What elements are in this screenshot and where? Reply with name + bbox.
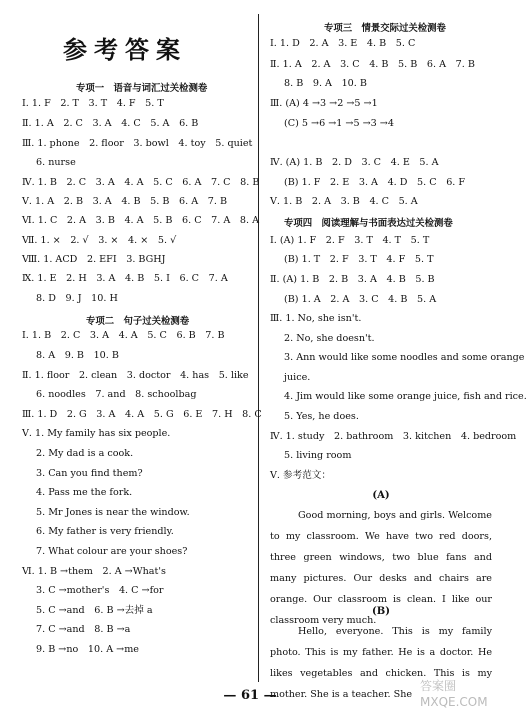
answer-line: Ⅰ. (A) 1. F 2. F 3. T 4. T 5. T <box>270 235 430 246</box>
answer-line: 3. Ann would like some noodles and some orange <box>284 352 525 363</box>
answer-line: Ⅰ. 1. F 2. T 3. T 4. F 5. T <box>22 98 164 109</box>
page-title: 参考答案 <box>63 36 187 64</box>
answer-line: 4. Jim would like some orange juice, fish and rice. <box>284 391 527 402</box>
answer-line: Ⅷ. 1. ACD 2. EFI 3. BGHJ <box>22 254 166 265</box>
answer-line: Ⅴ. 1. A 2. B 3. A 4. B 5. B 6. A 7. B <box>22 196 227 207</box>
answer-line: Ⅱ. (A) 1. B 2. B 3. A 4. B 5. B <box>270 274 435 285</box>
watermark-logo: 答案圈 MXQE.COM <box>420 679 488 709</box>
answer-line: juice. <box>284 372 311 383</box>
answer-line: Ⅱ. 1. A 2. A 3. C 4. B 5. B 6. A 7. B <box>270 59 475 70</box>
answer-line: (B) 1. F 2. E 3. A 4. D 5. C 6. F <box>284 177 466 188</box>
answer-line: 2. No, she doesn't. <box>284 333 375 344</box>
answer-line: 8. A 9. B 10. B <box>36 350 119 361</box>
answer-line: 6. noodles 7. and 8. schoolbag <box>36 389 197 400</box>
answer-line: Ⅵ. 1. B →them 2. A →What's <box>22 566 166 577</box>
answer-line: Ⅱ. 1. floor 2. clean 3. doctor 4. has 5. like <box>22 370 249 381</box>
answer-line: Ⅴ. 参考范文： <box>270 470 331 481</box>
answer-line: Ⅵ. 1. C 2. A 3. B 4. A 5. B 6. C 7. A 8. A <box>22 215 260 226</box>
answer-line: Ⅰ. 1. D 2. A 3. E 4. B 5. C <box>270 38 416 49</box>
answer-line: Ⅰ. 1. B 2. C 3. A 4. A 5. C 6. B 7. B <box>22 330 225 341</box>
answer-line: 7. What colour are your shoes? <box>36 546 188 557</box>
answer-line: Ⅳ. 1. B 2. C 3. A 4. A 5. C 6. A 7. C 8. B <box>22 177 260 188</box>
answer-line: Ⅸ. 1. E 2. H 3. A 4. B 5. I 6. C 7. A <box>22 273 228 284</box>
essay-a-label: (A) <box>372 490 390 501</box>
answer-line: Ⅲ. 1. No, she isn't. <box>270 313 362 324</box>
answer-line: Ⅴ. 1. My family has six people. <box>22 428 171 439</box>
answer-line: 8. B 9. A 10. B <box>284 78 367 89</box>
answer-line: (B) 1. T 2. F 3. T 4. F 5. T <box>284 254 434 265</box>
answer-line: 7. C →and 8. B →a <box>36 624 131 635</box>
section2-heading: 专项二 句子过关检测卷 <box>86 316 190 327</box>
answer-line: 3. Can you find them? <box>36 468 143 479</box>
answer-line: Ⅳ. (A) 1. B 2. D 3. C 4. E 5. A <box>270 157 439 168</box>
column-divider <box>258 14 259 682</box>
answer-line: Ⅲ. 1. D 2. G 3. A 4. A 5. G 6. E 7. H 8. C <box>22 409 262 420</box>
answer-line: Ⅲ. (A) 4 →3 →2 →5 →1 <box>270 98 378 109</box>
answer-line: 6. My father is very friendly. <box>36 526 174 537</box>
answer-line: 9. B →no 10. A →me <box>36 644 139 655</box>
answer-line: 5. Yes, he does. <box>284 411 359 422</box>
answer-line: (C) 5 →6 →1 →5 →3 →4 <box>284 118 394 129</box>
answer-line: Ⅱ. 1. A 2. C 3. A 4. C 5. A 6. B <box>22 118 199 129</box>
answer-line: 4. Pass me the fork. <box>36 487 133 498</box>
essay-a-text: Good morning, boys and girls. Welcome to my classroom. We have two red doors, three green windows, two blue fans and many pictures. Our desks and chairs are orange. Our classroom is clean. I like our classroom very much. <box>270 510 492 626</box>
answer-line: 6. nurse <box>36 157 76 168</box>
answer-line: Ⅳ. 1. study 2. bathroom 3. kitchen 4. bedroom <box>270 431 517 442</box>
essay-b-label: (B) <box>372 606 390 617</box>
answer-line: Ⅴ. 1. B 2. A 3. B 4. C 5. A <box>270 196 418 207</box>
section4-heading: 专项四 阅读理解与书面表达过关检测卷 <box>284 218 453 229</box>
section1-heading: 专项一 语音与词汇过关检测卷 <box>76 83 208 94</box>
answer-line: 5. C →and 6. B →去掉 a <box>36 605 153 616</box>
answer-line: (B) 1. A 2. A 3. C 4. B 5. A <box>284 294 437 305</box>
section3-heading: 专项三 情景交际过关检测卷 <box>324 23 446 34</box>
answer-line: Ⅲ. 1. phone 2. floor 3. bowl 4. toy 5. quiet <box>22 138 253 149</box>
answer-line: Ⅶ. 1. × 2. √ 3. × 4. × 5. √ <box>22 235 177 246</box>
page-number: — 61 — <box>223 688 277 703</box>
essay-b-text: Hello, everyone. This is my family photo. This is my father. He is a doctor. He likes vegetables and chicken. This is my mother. She is a teacher. She <box>270 626 492 700</box>
answer-line: 5. Mr Jones is near the window. <box>36 507 190 518</box>
answer-line: 8. D 9. J 10. H <box>36 293 118 304</box>
answer-line: 5. living room <box>284 450 352 461</box>
answer-line: 3. C →mother's 4. C →for <box>36 585 164 596</box>
answer-line: 2. My dad is a cook. <box>36 448 134 459</box>
